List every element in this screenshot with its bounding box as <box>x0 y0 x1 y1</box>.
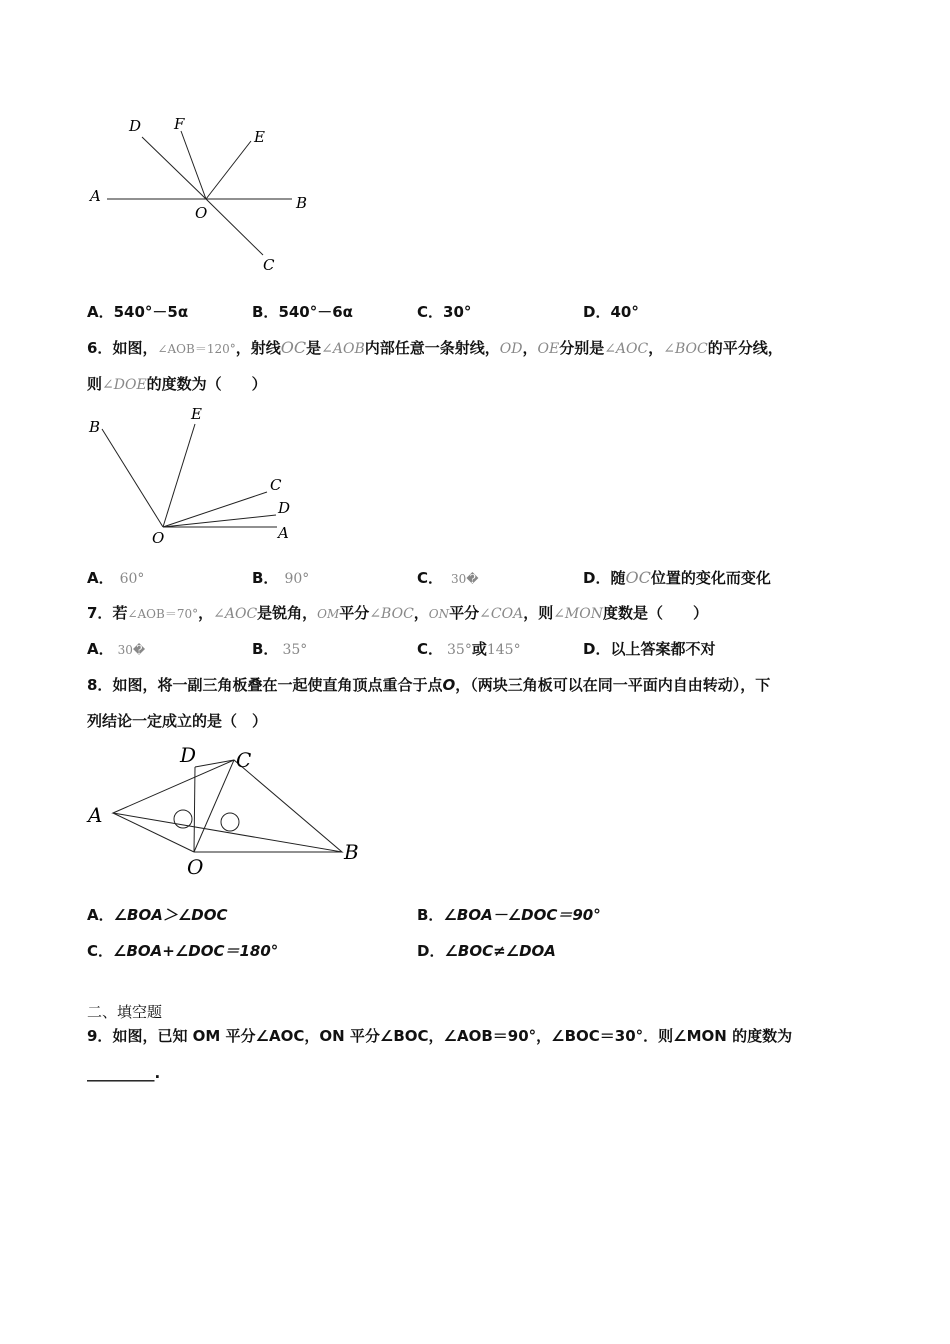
q8-option-a[interactable]: A．∠BOA＞∠DOC <box>87 906 228 924</box>
ray-of <box>181 131 206 199</box>
option-text: 540°－5α <box>113 303 189 321</box>
label-a: A <box>90 187 101 205</box>
label-o: O <box>187 855 204 879</box>
figure-q5 <box>80 110 340 280</box>
ray-od <box>142 137 206 199</box>
figure-q6 <box>80 408 310 548</box>
option-text: 30° <box>443 303 472 321</box>
label-b: B <box>296 194 308 212</box>
option-letter: B． <box>252 303 279 321</box>
label-e: E <box>191 408 202 423</box>
label-c: C <box>236 748 252 772</box>
segment-ao <box>113 813 194 852</box>
ray-ob <box>102 429 163 527</box>
q8-option-d[interactable]: D．∠BOC≠∠DOA <box>417 942 556 960</box>
label-d: D <box>180 743 197 767</box>
segment-od <box>194 767 195 852</box>
q7-option-c[interactable]: C． 35°或145° <box>417 640 521 658</box>
q8-stem-line2: 列结论一定成立的是（ ） <box>87 712 268 730</box>
label-a: A <box>88 803 103 827</box>
q8-option-b[interactable]: B．∠BOA－∠DOC＝90° <box>417 906 601 924</box>
q7-stem: 7．若∠AOB＝70°，∠AOC是锐角，OM平分∠BOC，ON平分∠COA，则∠MON度数是（ ） <box>87 604 709 622</box>
q6-option-c[interactable]: C． 30� <box>417 569 479 587</box>
label-o: O <box>152 529 165 547</box>
label-e: E <box>254 128 265 146</box>
q8-option-c[interactable]: C．∠BOA+∠DOC＝180° <box>87 942 279 960</box>
segment-dc <box>195 760 234 767</box>
figure-q8 <box>80 738 380 883</box>
option-letter: C． <box>417 303 444 321</box>
ray-oe <box>206 141 251 199</box>
option-text: 40° <box>610 303 639 321</box>
label-f: F <box>174 115 185 133</box>
option-letter: D． <box>583 303 611 321</box>
q7-option-d[interactable]: D．以上答案都不对 <box>583 640 716 658</box>
label-b: B <box>344 840 359 864</box>
label-o: O <box>195 204 208 222</box>
label-c: C <box>270 476 282 494</box>
label-d: D <box>129 117 142 135</box>
question-number: 9． <box>87 1027 113 1045</box>
option-letter: A． <box>87 303 114 321</box>
label-b: B <box>89 418 101 436</box>
label-c: C <box>263 256 275 274</box>
q5-option-d[interactable] <box>583 302 639 322</box>
q7-option-a[interactable]: A． 30� <box>87 640 146 658</box>
q9-answer-line: _________. <box>87 1064 161 1082</box>
label-d: D <box>278 499 291 517</box>
q6-stem-line2: 则∠DOE的度数为（ ） <box>87 375 267 393</box>
q5-option-c[interactable] <box>417 302 471 322</box>
triangle-hole-right <box>221 813 239 831</box>
q6-stem-line1: 6．如图，∠AOB＝120°，射线OC是∠AOB内部任意一条射线，OD，OE分别是∠AOC，∠BOC的平分线， <box>87 338 783 357</box>
q6-option-d[interactable]: D．随OC位置的变化而变化 <box>583 568 771 587</box>
question-number: 6． <box>87 339 113 357</box>
label-a: A <box>278 524 289 542</box>
q5-option-a[interactable] <box>87 302 188 322</box>
question-number: 8． <box>87 676 113 694</box>
q8-stem-line1: 8．如图，将一副三角板叠在一起使直角顶点重合于点O，（两块三角板可以在同一平面内自由转动），下 <box>87 676 771 694</box>
q6-option-b[interactable]: B． 90° <box>252 569 310 587</box>
math-angle-aob-120: ∠AOB＝120° <box>157 342 236 356</box>
answer-blank[interactable]: _________ <box>87 1064 155 1082</box>
option-text: 540°－6α <box>278 303 353 321</box>
ray-oe <box>163 424 195 527</box>
question-number: 7． <box>87 604 113 622</box>
q5-option-b[interactable] <box>252 302 353 322</box>
segment-oc <box>194 760 234 852</box>
section-title: 二、填空题 <box>87 1003 163 1021</box>
q6-option-a[interactable]: A． 60° <box>87 569 145 587</box>
ray-oc <box>206 199 263 255</box>
q7-option-b[interactable]: B． 35° <box>252 640 308 658</box>
q9-stem: 9．如图，已知 OM 平分∠AOC，ON 平分∠BOC，∠AOB＝90°，∠BOC＝30°．则∠MON 的度数为 <box>87 1027 793 1045</box>
